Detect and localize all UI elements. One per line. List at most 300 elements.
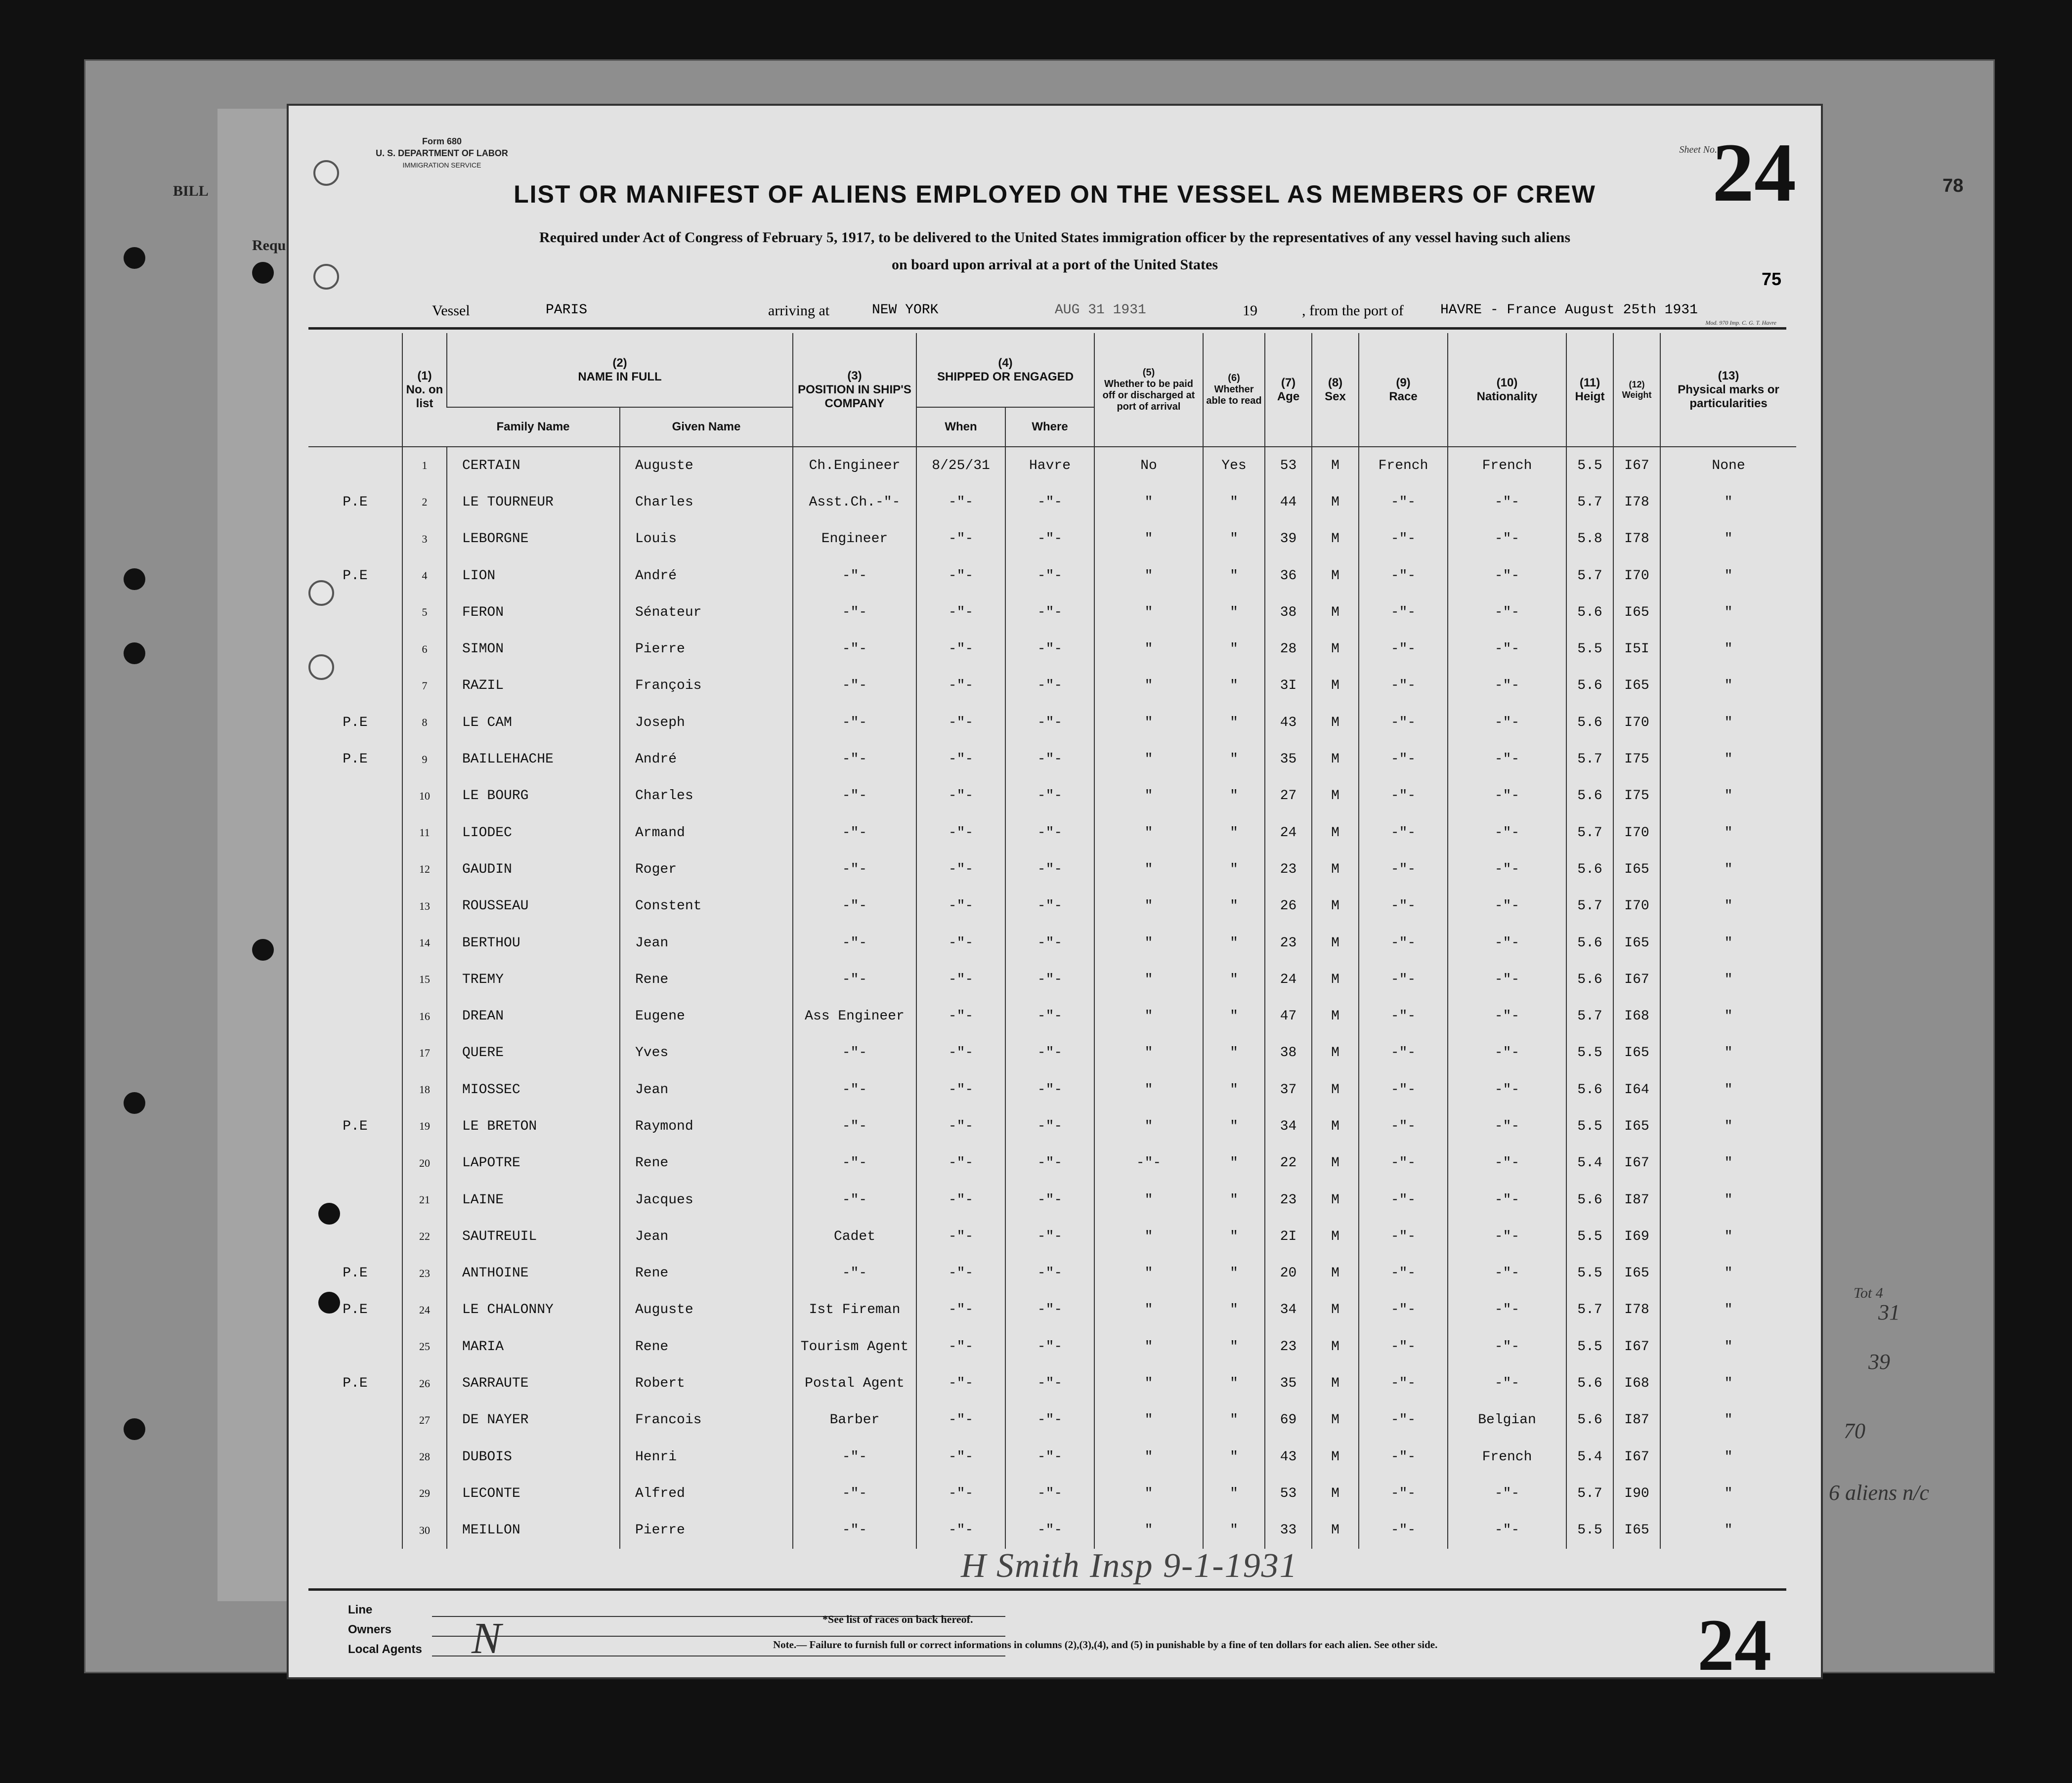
cell-when: -"- <box>916 521 1005 557</box>
cell-age: 24 <box>1265 814 1312 851</box>
cell-nationality: -"- <box>1448 1292 1566 1328</box>
cell-height: 5.6 <box>1566 1182 1613 1218</box>
cell-nationality: -"- <box>1448 484 1566 520</box>
sheet-label: Sheet No. <box>1679 144 1717 155</box>
table-row <box>308 814 1796 851</box>
cell-position: -"- <box>793 1108 916 1145</box>
punch-hole <box>124 1418 145 1440</box>
rule-thick <box>308 327 1786 330</box>
cell-family: DREAN <box>447 998 620 1034</box>
cell-position: Barber <box>793 1402 916 1439</box>
cell-read: " <box>1203 1475 1265 1512</box>
cell-marks: " <box>1660 521 1796 557</box>
cell-marks: " <box>1660 1292 1796 1328</box>
col-name-header <box>447 333 793 407</box>
subtitle-line-1: Required under Act of Congress of February 5, 1917, to be delivered to the United States immigration officer by the representatives of any vessel having such aliens <box>539 229 1570 246</box>
cell-race: -"- <box>1359 631 1448 667</box>
col-number: (5) <box>1142 367 1155 378</box>
cell-when: -"- <box>916 1035 1005 1071</box>
cell-sex: M <box>1312 1108 1359 1145</box>
cell-mark <box>308 1218 402 1255</box>
cell-position: -"- <box>793 668 916 704</box>
cell-nationality: -"- <box>1448 521 1566 557</box>
cell-given: Rene <box>620 1328 793 1365</box>
cell-paid: " <box>1094 1475 1203 1512</box>
cell-race: -"- <box>1359 704 1448 741</box>
cell-race: -"- <box>1359 594 1448 631</box>
cell-when: -"- <box>916 1439 1005 1475</box>
cell-no: 30 <box>402 1512 447 1549</box>
cell-read: " <box>1203 814 1265 851</box>
cell-family: MIOSSEC <box>447 1071 620 1108</box>
cell-paid: " <box>1094 925 1203 961</box>
cell-given: Eugene <box>620 998 793 1034</box>
cell-where: -"- <box>1005 594 1094 631</box>
cell-marks: " <box>1660 1512 1796 1549</box>
cell-height: 5.6 <box>1566 1402 1613 1439</box>
cell-age: 38 <box>1265 1035 1312 1071</box>
cell-paid: " <box>1094 557 1203 594</box>
cell-mark <box>308 1071 402 1108</box>
table-row <box>308 1108 1796 1145</box>
underlying-bill: BILL <box>173 183 209 199</box>
cell-family: LE CHALONNY <box>447 1292 620 1328</box>
cell-sex: M <box>1312 1255 1359 1292</box>
cell-read: " <box>1203 998 1265 1034</box>
cell-when: -"- <box>916 668 1005 704</box>
table-row <box>308 1512 1796 1549</box>
from-port: HAVRE - France August 25th 1931 <box>1440 302 1698 318</box>
cell-read: " <box>1203 961 1265 998</box>
col-no-header <box>402 333 447 447</box>
cell-when: -"- <box>916 1145 1005 1182</box>
cell-marks: " <box>1660 1035 1796 1071</box>
cell-age: 36 <box>1265 557 1312 594</box>
cell-position: Ch.Engineer <box>793 447 916 484</box>
cell-race: -"- <box>1359 851 1448 888</box>
cell-age: 26 <box>1265 888 1312 925</box>
cell-no: 8 <box>402 704 447 741</box>
cell-sex: M <box>1312 668 1359 704</box>
cell-position: Ass Engineer <box>793 998 916 1034</box>
cell-nationality: French <box>1448 1439 1566 1475</box>
cell-marks: " <box>1660 814 1796 851</box>
cell-weight: I75 <box>1613 778 1660 814</box>
table-row <box>308 668 1796 704</box>
cell-read: " <box>1203 851 1265 888</box>
cell-paid: " <box>1094 961 1203 998</box>
cell-height: 5.7 <box>1566 741 1613 777</box>
cell-sex: M <box>1312 1475 1359 1512</box>
cell-weight: I67 <box>1613 961 1660 998</box>
side-tally-70: 70 <box>1844 1419 1865 1443</box>
cell-marks: " <box>1660 1218 1796 1255</box>
cell-marks: None <box>1660 447 1796 484</box>
cell-sex: M <box>1312 484 1359 520</box>
cell-weight: I67 <box>1613 447 1660 484</box>
cell-given: Robert <box>620 1365 793 1401</box>
cell-sex: M <box>1312 741 1359 777</box>
cell-height: 5.6 <box>1566 704 1613 741</box>
cell-given: Auguste <box>620 447 793 484</box>
cell-weight: I75 <box>1613 741 1660 777</box>
cell-family: MARIA <box>447 1328 620 1365</box>
cell-given: Jean <box>620 1218 793 1255</box>
cell-read: " <box>1203 557 1265 594</box>
col-label: Sex <box>1325 389 1346 403</box>
cell-read: " <box>1203 925 1265 961</box>
col-label: Heigt <box>1575 389 1605 403</box>
table-row <box>308 1475 1796 1512</box>
table-row <box>308 594 1796 631</box>
arriving-port: NEW YORK <box>872 302 939 318</box>
cell-where: -"- <box>1005 1182 1094 1218</box>
cell-mark <box>308 778 402 814</box>
cell-given: Jean <box>620 925 793 961</box>
cell-paid: No <box>1094 447 1203 484</box>
col-marks-header <box>1660 333 1796 447</box>
cell-age: 53 <box>1265 447 1312 484</box>
cell-height: 5.6 <box>1566 925 1613 961</box>
cell-mark <box>308 447 402 484</box>
col-number: (3) <box>847 369 862 382</box>
cell-given: Pierre <box>620 1512 793 1549</box>
cell-sex: M <box>1312 1328 1359 1365</box>
cell-nationality: -"- <box>1448 1365 1566 1401</box>
cell-race: -"- <box>1359 1218 1448 1255</box>
vessel-name: PARIS <box>546 302 588 318</box>
cell-weight: I65 <box>1613 1512 1660 1549</box>
cell-no: 14 <box>402 925 447 961</box>
races-note: *See list of races on back hereof. <box>822 1613 973 1625</box>
cell-age: 44 <box>1265 484 1312 520</box>
cell-nationality: -"- <box>1448 1145 1566 1182</box>
col-number: (11) <box>1579 376 1600 389</box>
cell-where: -"- <box>1005 1512 1094 1549</box>
cell-family: LAPOTRE <box>447 1145 620 1182</box>
cell-marks: " <box>1660 704 1796 741</box>
cell-age: 38 <box>1265 594 1312 631</box>
cell-sex: M <box>1312 888 1359 925</box>
cell-position: Engineer <box>793 521 916 557</box>
cell-mark <box>308 521 402 557</box>
cell-paid: " <box>1094 888 1203 925</box>
local-agents-handwriting: N <box>472 1614 502 1663</box>
cell-nationality: -"- <box>1448 1218 1566 1255</box>
table-row <box>308 704 1796 741</box>
cell-read: " <box>1203 888 1265 925</box>
cell-height: 5.6 <box>1566 961 1613 998</box>
cell-no: 2 <box>402 484 447 520</box>
col-race-header <box>1359 333 1448 447</box>
cell-weight: I68 <box>1613 1365 1660 1401</box>
cell-height: 5.6 <box>1566 778 1613 814</box>
cell-no: 17 <box>402 1035 447 1071</box>
cell-where: -"- <box>1005 1475 1094 1512</box>
cell-nationality: -"- <box>1448 741 1566 777</box>
cell-age: 27 <box>1265 778 1312 814</box>
table-row <box>308 851 1796 888</box>
cell-race: -"- <box>1359 1108 1448 1145</box>
line-label: Line <box>348 1603 373 1616</box>
cell-family: FERON <box>447 594 620 631</box>
col-sex-header <box>1312 333 1359 447</box>
where-header: Where <box>1005 407 1094 447</box>
cell-read: Yes <box>1203 447 1265 484</box>
cell-weight: I87 <box>1613 1182 1660 1218</box>
cell-age: 23 <box>1265 925 1312 961</box>
cell-when: -"- <box>916 925 1005 961</box>
cell-mark: P.E <box>343 1118 368 1134</box>
punch-hole <box>124 1092 145 1114</box>
table-row <box>308 1182 1796 1218</box>
cell-race: -"- <box>1359 557 1448 594</box>
cell-mark <box>308 1182 402 1218</box>
table-row <box>308 925 1796 961</box>
sheet-number: 24 <box>1712 126 1796 219</box>
cell-paid: " <box>1094 1439 1203 1475</box>
cell-when: -"- <box>916 1071 1005 1108</box>
cell-sex: M <box>1312 961 1359 998</box>
cell-height: 5.6 <box>1566 1365 1613 1401</box>
cell-marks: " <box>1660 1145 1796 1182</box>
fine-note: Note.— Failure to furnish full or correct informations in columns (2),(3),(4), and (5) in punishable by a fine of ten dollars for each alien. See other side. <box>773 1639 1438 1651</box>
cell-no: 21 <box>402 1182 447 1218</box>
cell-marks: " <box>1660 668 1796 704</box>
year-label: 19 <box>1243 302 1257 319</box>
cell-marks: " <box>1660 631 1796 667</box>
side-tally-total: Tot 4 <box>1854 1285 1883 1301</box>
cell-family: LE CAM <box>447 704 620 741</box>
manifest-sheet <box>287 104 1823 1686</box>
inspector-signature: H Smith Insp 9-1-1931 <box>961 1547 1298 1585</box>
cell-family: LAINE <box>447 1182 620 1218</box>
cell-race: -"- <box>1359 1035 1448 1071</box>
punch-hole <box>252 939 274 961</box>
cell-read: " <box>1203 484 1265 520</box>
col-number: (12) <box>1629 379 1645 389</box>
cell-where: Havre <box>1005 447 1094 484</box>
cell-race: -"- <box>1359 1071 1448 1108</box>
cell-sex: M <box>1312 1365 1359 1401</box>
col-number: (7) <box>1281 376 1296 389</box>
cell-given: Jean <box>620 1071 793 1108</box>
cell-height: 5.7 <box>1566 557 1613 594</box>
cell-weight: I70 <box>1613 888 1660 925</box>
cell-position: Asst.Ch.-"- <box>793 484 916 520</box>
cell-weight: I70 <box>1613 704 1660 741</box>
cell-height: 5.5 <box>1566 631 1613 667</box>
cell-no: 13 <box>402 888 447 925</box>
cell-family: RAZIL <box>447 668 620 704</box>
cell-no: 4 <box>402 557 447 594</box>
cell-nationality: -"- <box>1448 594 1566 631</box>
cell-where: -"- <box>1005 557 1094 594</box>
cell-mark: P.E <box>343 1376 368 1392</box>
cell-sex: M <box>1312 814 1359 851</box>
cell-no: 19 <box>402 1108 447 1145</box>
cell-height: 5.6 <box>1566 1071 1613 1108</box>
cell-read: " <box>1203 668 1265 704</box>
cell-marks: " <box>1660 741 1796 777</box>
cell-age: 34 <box>1265 1108 1312 1145</box>
cell-weight: I65 <box>1613 925 1660 961</box>
cell-read: " <box>1203 1182 1265 1218</box>
cell-race: -"- <box>1359 1182 1448 1218</box>
cell-family: SIMON <box>447 631 620 667</box>
cell-family: MEILLON <box>447 1512 620 1549</box>
cell-where: -"- <box>1005 1255 1094 1292</box>
cell-age: 23 <box>1265 851 1312 888</box>
cell-age: 24 <box>1265 961 1312 998</box>
cell-nationality: -"- <box>1448 1108 1566 1145</box>
cell-position: -"- <box>793 741 916 777</box>
cell-marks: " <box>1660 1402 1796 1439</box>
cell-family: SAUTREUIL <box>447 1218 620 1255</box>
punch-hole <box>252 262 274 284</box>
cell-age: 28 <box>1265 631 1312 667</box>
cell-family: DUBOIS <box>447 1439 620 1475</box>
cell-nationality: -"- <box>1448 851 1566 888</box>
footer <box>289 1593 1821 1667</box>
cell-race: -"- <box>1359 925 1448 961</box>
cell-position: -"- <box>793 778 916 814</box>
cell-paid: " <box>1094 484 1203 520</box>
service: IMMIGRATION SERVICE <box>402 161 481 169</box>
cell-sex: M <box>1312 631 1359 667</box>
cell-position: -"- <box>793 631 916 667</box>
cell-when: -"- <box>916 557 1005 594</box>
table-row <box>308 741 1796 777</box>
cell-read: " <box>1203 1218 1265 1255</box>
cell-read: " <box>1203 1292 1265 1328</box>
cell-marks: " <box>1660 1071 1796 1108</box>
cell-paid: " <box>1094 1255 1203 1292</box>
side-aliens-note: 6 aliens n/c <box>1829 1481 1929 1505</box>
cell-race: -"- <box>1359 484 1448 520</box>
cell-mark <box>308 1402 402 1439</box>
cell-family: BERTHOU <box>447 925 620 961</box>
vessel-row <box>289 298 1821 323</box>
cell-mark <box>308 1475 402 1512</box>
cell-given: Armand <box>620 814 793 851</box>
cell-sex: M <box>1312 1035 1359 1071</box>
cell-nationality: -"- <box>1448 888 1566 925</box>
cell-given: André <box>620 557 793 594</box>
cell-height: 5.5 <box>1566 1255 1613 1292</box>
cell-no: 1 <box>402 447 447 484</box>
cell-no: 25 <box>402 1328 447 1365</box>
cell-nationality: -"- <box>1448 1182 1566 1218</box>
col-number: (1) <box>417 369 432 382</box>
cell-mark <box>308 1439 402 1475</box>
cell-when: -"- <box>916 851 1005 888</box>
cell-weight: I5I <box>1613 631 1660 667</box>
cell-race: -"- <box>1359 778 1448 814</box>
cell-paid: " <box>1094 851 1203 888</box>
cell-family: ANTHOINE <box>447 1255 620 1292</box>
cell-where: -"- <box>1005 1365 1094 1401</box>
owners-label: Owners <box>348 1623 392 1636</box>
cell-where: -"- <box>1005 1402 1094 1439</box>
col-label: Weight <box>1622 389 1652 400</box>
cell-height: 5.6 <box>1566 594 1613 631</box>
vessel-label: Vessel <box>432 302 470 319</box>
cell-mark <box>308 631 402 667</box>
cell-family: CERTAIN <box>447 447 620 484</box>
cell-where: -"- <box>1005 888 1094 925</box>
cell-height: 5.5 <box>1566 1218 1613 1255</box>
cell-height: 5.4 <box>1566 1145 1613 1182</box>
cell-paid: " <box>1094 1071 1203 1108</box>
cell-when: -"- <box>916 1108 1005 1145</box>
table-row <box>308 998 1796 1034</box>
cell-age: 33 <box>1265 1512 1312 1549</box>
cell-paid: " <box>1094 1402 1203 1439</box>
cell-when: -"- <box>916 778 1005 814</box>
cell-mark <box>308 851 402 888</box>
cell-nationality: -"- <box>1448 998 1566 1034</box>
cell-race: -"- <box>1359 668 1448 704</box>
cell-where: -"- <box>1005 998 1094 1034</box>
cell-marks: " <box>1660 1439 1796 1475</box>
cell-position: Cadet <box>793 1218 916 1255</box>
cell-mark <box>308 925 402 961</box>
cell-where: -"- <box>1005 704 1094 741</box>
cell-marks: " <box>1660 851 1796 888</box>
cell-marks: " <box>1660 961 1796 998</box>
cell-marks: " <box>1660 484 1796 520</box>
cell-family: ROUSSEAU <box>447 888 620 925</box>
cell-paid: " <box>1094 704 1203 741</box>
cell-when: -"- <box>916 961 1005 998</box>
cell-mark: P.E <box>343 1266 368 1281</box>
underlying-text: Requ <box>252 237 286 254</box>
cell-where: -"- <box>1005 668 1094 704</box>
cell-given: Louis <box>620 521 793 557</box>
col-number: (4) <box>998 356 1013 370</box>
cell-given: Roger <box>620 851 793 888</box>
cell-marks: " <box>1660 1182 1796 1218</box>
cell-read: " <box>1203 1071 1265 1108</box>
cell-position: Postal Agent <box>793 1365 916 1401</box>
cell-where: -"- <box>1005 851 1094 888</box>
cell-marks: " <box>1660 594 1796 631</box>
col-number: (9) <box>1396 376 1411 389</box>
cell-sex: M <box>1312 557 1359 594</box>
cell-height: 5.6 <box>1566 668 1613 704</box>
cell-family: GAUDIN <box>447 851 620 888</box>
table-row <box>308 521 1796 557</box>
cell-marks: " <box>1660 998 1796 1034</box>
form-number: Form 680 <box>422 136 462 146</box>
cell-paid: " <box>1094 521 1203 557</box>
cell-when: -"- <box>916 814 1005 851</box>
cell-age: 69 <box>1265 1402 1312 1439</box>
cell-weight: I65 <box>1613 1255 1660 1292</box>
cell-no: 26 <box>402 1365 447 1401</box>
cell-race: -"- <box>1359 521 1448 557</box>
cell-read: " <box>1203 1439 1265 1475</box>
cell-nationality: -"- <box>1448 961 1566 998</box>
cell-age: 53 <box>1265 1475 1312 1512</box>
cell-read: " <box>1203 1108 1265 1145</box>
cell-weight: I64 <box>1613 1071 1660 1108</box>
department: U. S. DEPARTMENT OF LABOR <box>376 148 508 158</box>
cell-no: 10 <box>402 778 447 814</box>
cell-age: 43 <box>1265 1439 1312 1475</box>
cell-where: -"- <box>1005 1071 1094 1108</box>
